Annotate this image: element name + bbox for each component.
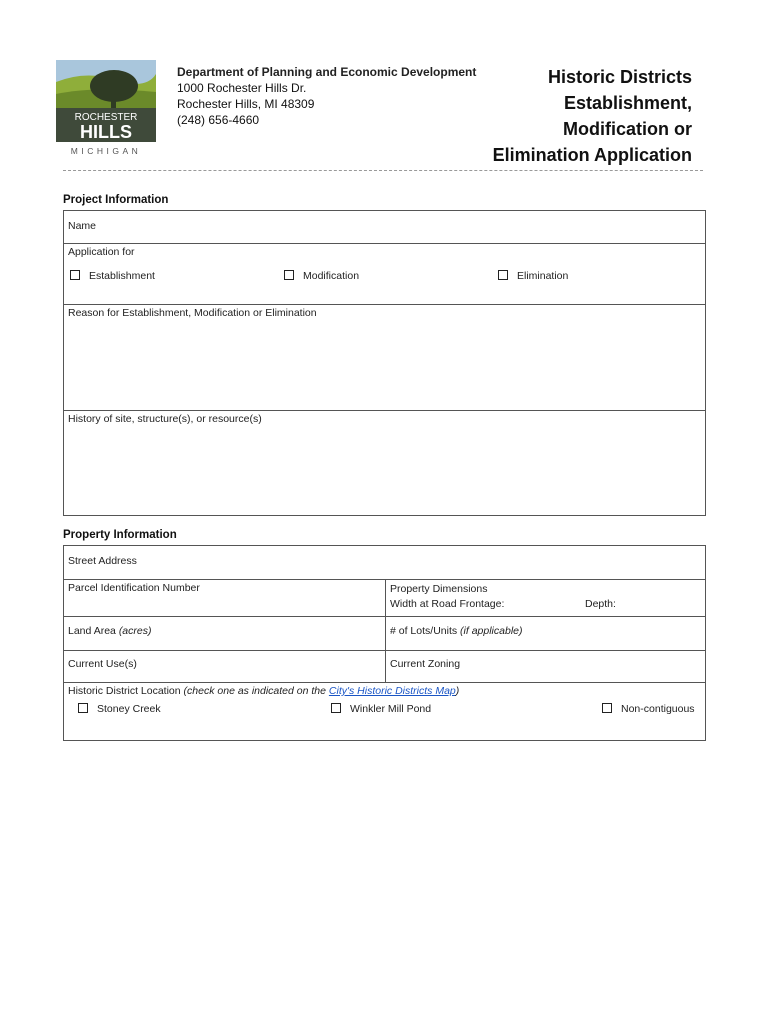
checkbox-icon[interactable] [498, 270, 508, 280]
historic-districts-map-link[interactable]: City's Historic Districts Map [328, 685, 456, 697]
project-section-heading: Project Information [63, 194, 169, 206]
address-line-1: 1000 Rochester Hills Dr. [177, 81, 307, 95]
checkbox-icon[interactable] [602, 703, 612, 713]
application-for-row [64, 244, 705, 305]
history-label: History of site, structure(s), or resource(s) [68, 413, 262, 425]
title-line: Modification or [563, 119, 692, 139]
land-area-label: Land Area (acres) [68, 625, 152, 637]
project-info-box [63, 210, 706, 516]
logo-text-main: HILLS [80, 122, 132, 142]
non-contiguous-option[interactable]: Non-contiguous [602, 703, 695, 715]
title-line: Establishment, [563, 93, 692, 113]
column-divider [385, 580, 386, 616]
district-location-row [64, 683, 705, 740]
header-divider [63, 170, 703, 171]
street-address-label: Street Address [68, 555, 137, 567]
reason-label: Reason for Establishment, Modification or Elimination [68, 307, 317, 319]
lots-units-label: # of Lots/Units (if applicable) [390, 625, 523, 637]
frontage-label: Width at Road Frontage: [390, 598, 505, 610]
address-line-2: Rochester Hills, MI 48309 [177, 97, 315, 111]
department-name: Department of Planning and Economic Development [177, 65, 477, 79]
checkbox-icon[interactable] [70, 270, 80, 280]
checkbox-icon[interactable] [284, 270, 294, 280]
dimensions-label: Property Dimensions [390, 583, 488, 595]
current-use-label: Current Use(s) [68, 658, 137, 670]
use-zoning-row [64, 651, 705, 683]
checkbox-icon[interactable] [331, 703, 341, 713]
property-section-heading: Property Information [63, 529, 177, 541]
name-field[interactable] [64, 211, 705, 244]
reason-field[interactable] [64, 305, 705, 411]
form-title [493, 64, 692, 168]
title-line: Elimination Application [492, 145, 692, 165]
modification-option[interactable]: Modification [284, 270, 359, 282]
parcel-dimensions-row [64, 580, 705, 617]
establishment-option[interactable]: Establishment [70, 270, 155, 282]
depth-label: Depth: [585, 598, 616, 610]
name-label: Name [68, 220, 97, 232]
phone-number: (248) 656-4660 [177, 113, 260, 127]
parcel-id-label: Parcel Identification Number [68, 582, 200, 594]
district-location-label: Historic District Location (check one as indicated on the City's Historic Districts Map) [68, 685, 460, 697]
application-for-label: Application for [68, 246, 135, 258]
elimination-option[interactable]: Elimination [498, 270, 568, 282]
history-field[interactable] [64, 411, 705, 515]
stoney-creek-option[interactable]: Stoney Creek [78, 703, 161, 715]
checkbox-icon[interactable] [78, 703, 88, 713]
street-address-field[interactable] [64, 546, 705, 580]
logo-text-bottom: MICHIGAN [70, 146, 142, 156]
department-block [177, 64, 476, 128]
column-divider [385, 651, 386, 682]
land-lots-row [64, 617, 705, 651]
winkler-mill-pond-option[interactable]: Winkler Mill Pond [331, 703, 431, 715]
rochester-hills-logo [56, 60, 156, 156]
current-zoning-label: Current Zoning [390, 658, 461, 670]
title-line: Historic Districts [547, 67, 692, 87]
column-divider [385, 617, 386, 650]
property-info-box [63, 545, 706, 741]
logo-text-top: ROCHESTER [74, 112, 138, 123]
